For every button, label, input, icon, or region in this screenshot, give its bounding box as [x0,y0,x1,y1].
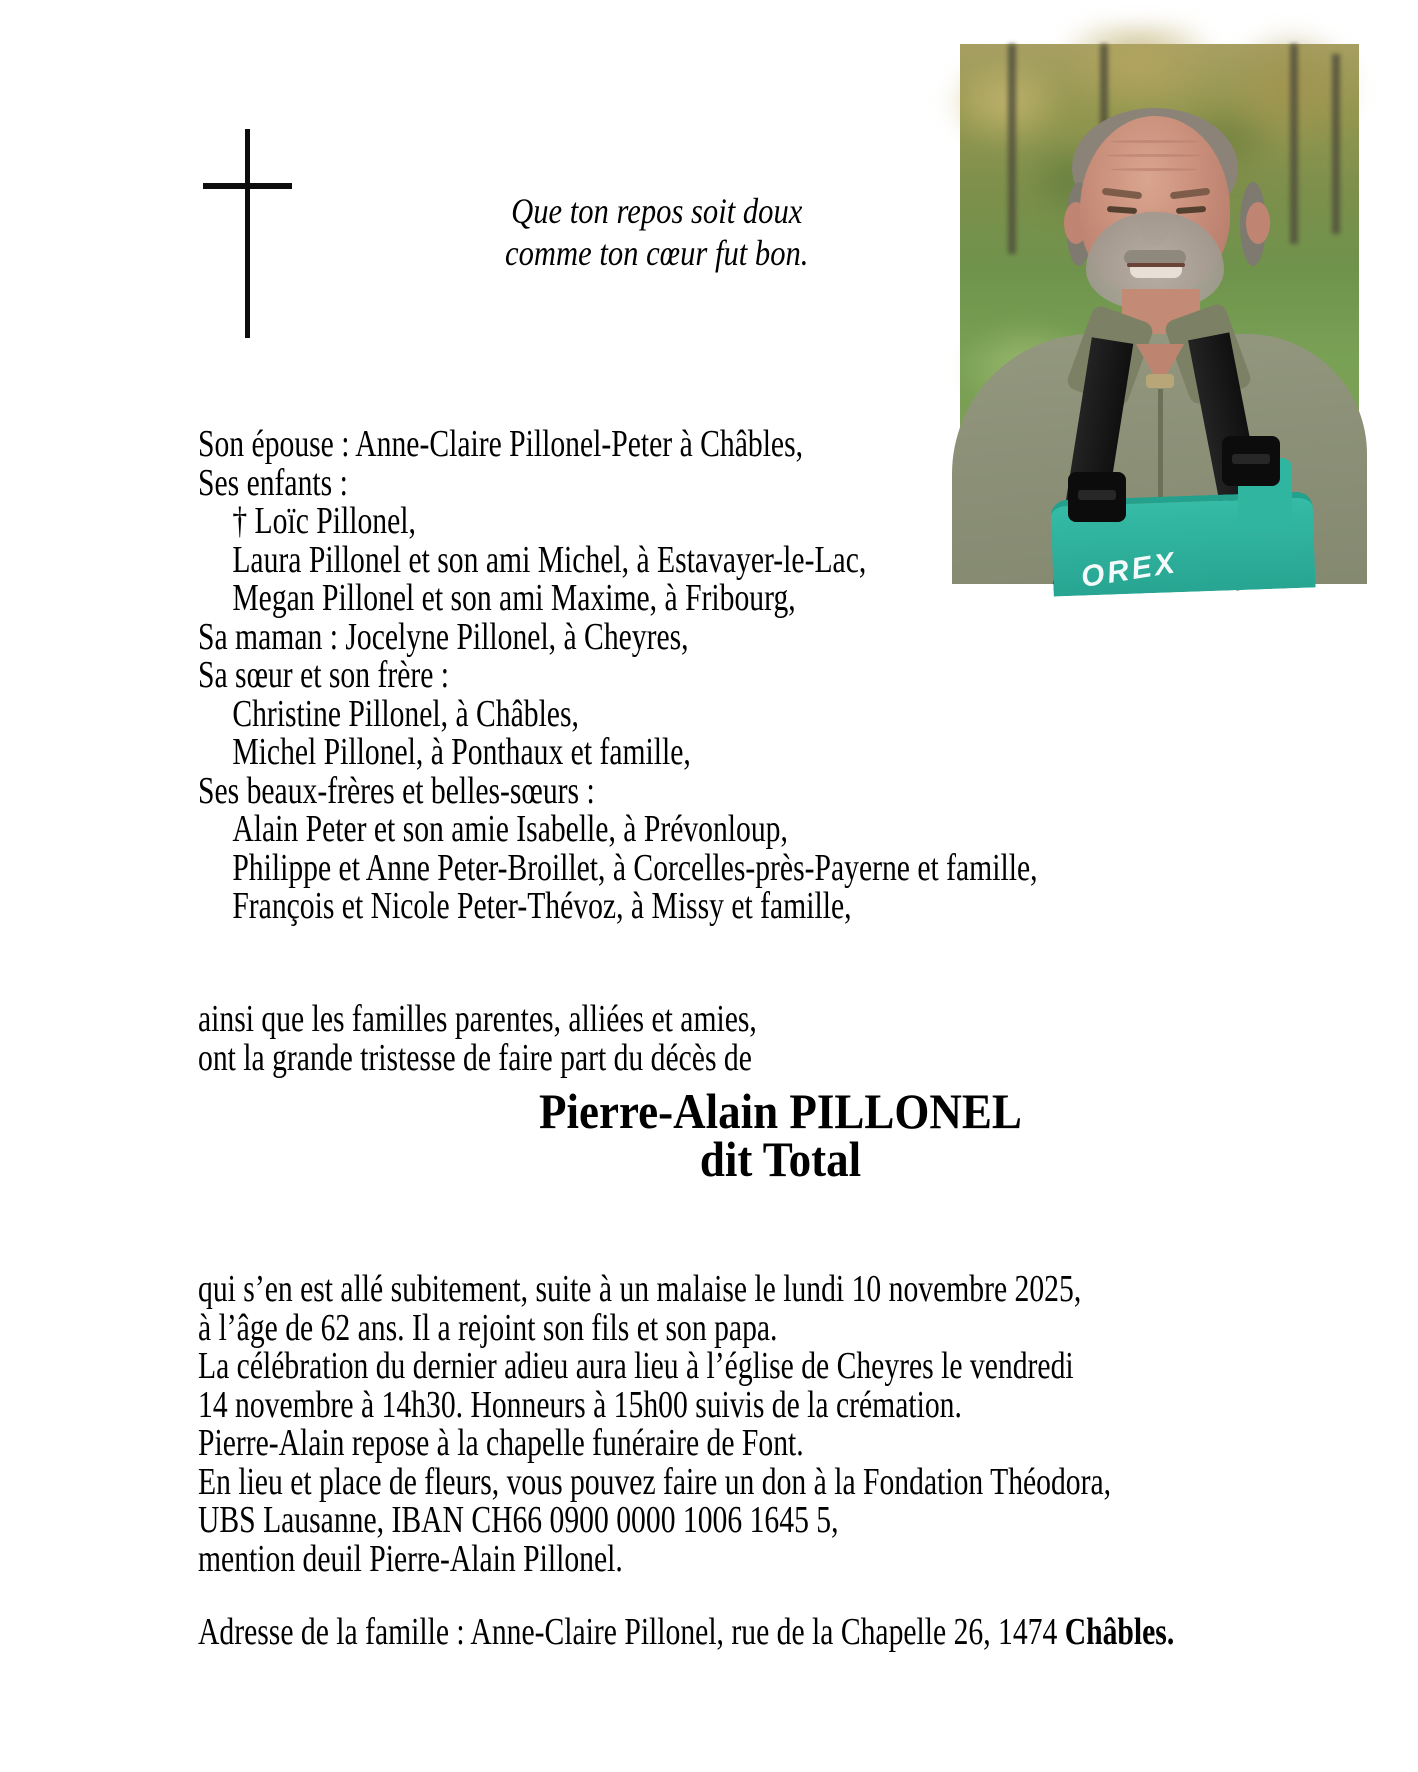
memorial-quote [440,190,874,274]
photo-forehead-wrinkle [1106,154,1202,157]
cross-horizontal-bar [203,183,292,189]
announcement-line: mention deuil Pierre-Alain Pillonel. [198,1537,623,1580]
announcement-text [198,1270,1415,1578]
cross-vertical-bar [245,129,250,338]
announcement-line: La célébration du dernier adieu aura lieu à l’église de Cheyres le vendredi [198,1345,1074,1387]
intro-line-1: ainsi que les familles parentes, alliées et amies, [198,998,757,1040]
announcement-line: 14 novembre à 14h30. Honneurs à 15h00 suivis de la crémation. [198,1383,962,1426]
family-line: Son épouse : Anne-Claire Pillonel-Peter à Châbles, [198,423,804,465]
family-line: Alain Peter et son amie Isabelle, à Prévonloup, [232,808,788,850]
photo-vine-post [1332,54,1340,234]
quote-line-2: comme ton cœur fut bon. [505,233,809,273]
family-line: Megan Pillonel et son ami Maxime, à Fribourg, [232,577,796,619]
photo-smile [1130,267,1182,278]
deceased-name: Pierre-Alain PILLONEL [539,1083,1022,1139]
photo-overalls-logo-text: OREX [1078,546,1180,595]
family-line: François et Nicole Peter-Thévoz, à Missy et famille, [232,885,852,927]
announcement-line: Pierre-Alain repose à la chapelle funéraire de Font. [198,1422,804,1464]
family-address-line [198,1613,1415,1652]
announcement-line: à l’âge de 62 ans. Il a rejoint son fils et son papa. [198,1306,778,1349]
family-list [198,425,1415,926]
photo-vine-post [1008,44,1016,254]
family-line: Ses beaux-frères et belles-sœurs : [198,769,595,812]
photo-forehead-wrinkle [1110,168,1198,171]
intro-text [198,1000,1415,1077]
announcement-line: qui s’en est allé subitement, suite à un malaise le lundi 10 novembre 2025, [198,1268,1082,1310]
family-line: Ses enfants : [198,461,348,504]
family-line: Philippe et Anne Peter-Broillet, à Corcelles-près-Payerne et famille, [232,846,1038,889]
announcement-line: UBS Lausanne, IBAN CH66 0900 0000 1006 1645 5, [198,1499,839,1541]
family-line: Laura Pillonel et son ami Michel, à Estavayer-le-Lac, [232,538,867,581]
family-line: Sa sœur et son frère : [198,654,450,696]
quote-line-1: Que ton repos soit doux [511,191,803,231]
photo-ear [1246,202,1270,244]
photo-forehead-wrinkle [1110,140,1198,143]
family-line: Sa maman : Jocelyne Pillonel, à Cheyres, [198,615,689,658]
family-line: Christine Pillonel, à Châbles, [232,692,579,735]
family-address-town: Châbles. [1064,1611,1175,1653]
photo-vine-post [1290,44,1298,244]
intro-line-2: ont la grande tristesse de faire part du décès de [198,1036,752,1079]
family-address-text: Adresse de la famille : Anne-Claire Pillonel, rue de la Chapelle 26, 1474 [198,1611,1065,1653]
family-line: Michel Pillonel, à Ponthaux et famille, [232,731,691,773]
announcement-line: En lieu et place de fleurs, vous pouvez faire un don à la Fondation Théodora, [198,1460,1112,1503]
deceased-nickname: dit Total [699,1131,862,1187]
photo-undershirt [1146,374,1174,388]
deceased-name-heading [380,1083,1181,1187]
family-line: † Loïc Pillonel, [232,500,416,542]
